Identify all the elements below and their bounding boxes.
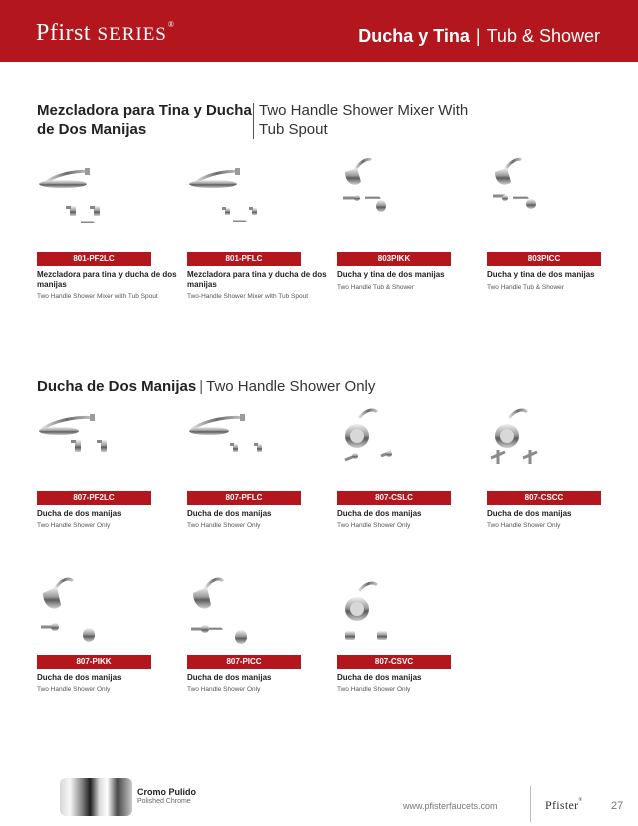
product-name-en: Two Handle Shower Only [37,686,111,693]
section-title-en: Two Handle Shower Only [206,378,376,395]
product-name-en: Two Handle Tub & Shower [337,284,414,291]
section-shower-only [37,378,375,395]
product-code-badge: 807-PF2LC [37,491,151,505]
polished-chrome-swatch [60,778,132,816]
product-name-es: Ducha de dos manijas [187,509,272,518]
pfirst-series-logo [36,20,174,47]
section-title-en: Two Handle Shower Mixer With Tub Spout [259,102,469,138]
shower-head-lever-handles-icon [487,156,627,244]
product-code-badge: 807-CSCC [487,491,601,505]
product-name-es: Ducha de dos manijas [37,509,122,518]
brand-registered-mark: ® [167,20,175,29]
product-name-en: Two Handle Shower Only [487,522,561,529]
product-code-badge: 807-PICC [187,655,301,669]
product-name-es: Ducha de dos manijas [487,509,572,518]
product-name-en: Two Handle Tub & Shower [487,284,564,291]
product-code-badge: 807-CSVC [337,655,451,669]
pfister-logo-text: Pfister [545,798,579,812]
rain-shower-head-icon [187,402,327,490]
section-title-es: Mezcladora para Tina y Ducha de Dos Manijas [37,102,252,138]
product-name-en: Two Handle Shower Only [337,522,411,529]
round-shower-head-cross-handles-icon [487,402,627,490]
product-card[interactable] [187,402,327,542]
product-name-en: Two Handle Shower Only [337,686,411,693]
product-code-badge: 801-PF2LC [37,252,151,266]
product-code-badge: 803PICC [487,252,601,266]
product-name-en: Two Handle Shower Only [187,686,261,693]
product-card[interactable] [37,575,177,705]
header-bar [0,0,638,62]
product-name-es: Ducha y tina de dos manijas [337,270,445,279]
rain-shower-head-mixer-icon [37,156,177,244]
brand-series: SERIES [97,24,167,45]
product-name-en: Two Handle Shower Only [187,522,261,529]
product-card[interactable] [487,402,627,542]
website-link[interactable]: www.pfisterfaucets.com [403,801,498,811]
finish-name-en: Polished Chrome [137,798,191,805]
round-shower-head-knob-handles-icon [337,575,477,663]
product-code-badge: 801-PFLC [187,252,301,266]
product-name-en: Two Handle Shower Mixer with Tub Spout [37,293,158,300]
product-card[interactable] [37,402,177,542]
product-code-badge: 807-PFLC [187,491,301,505]
product-code-badge: 803PIKK [337,252,451,266]
product-name-en: Two Handle Shower Only [37,522,111,529]
product-name-es: Mezcladora para tina y ducha de dos manijas [37,270,177,289]
product-name-es: Ducha de dos manijas [37,673,122,682]
category-title-en: Tub & Shower [486,26,600,46]
product-card[interactable] [337,575,477,705]
round-shower-head-icon [337,402,477,490]
category-title [358,26,600,47]
product-code-badge: 807-PIKK [37,655,151,669]
section-title-es: Ducha de Dos Manijas [37,378,197,395]
category-separator: | [475,26,481,46]
product-name-es: Ducha y tina de dos manijas [487,270,595,279]
product-name-es: Ducha de dos manijas [187,673,272,682]
shower-head-lever-handles-icon [37,575,177,663]
product-card[interactable] [187,575,327,705]
product-code-badge: 807-CSLC [337,491,451,505]
pfister-registered-mark: ® [578,798,583,803]
product-card[interactable] [337,156,477,296]
section-title-divider [253,103,254,139]
brand-name: Pfirst [36,20,92,46]
shower-head-lever-handles-icon [187,575,327,663]
category-title-es: Ducha y Tina [358,26,470,46]
product-name-es: Mezcladora para tina y ducha de dos manijas [187,270,327,289]
pfister-logo [545,798,583,813]
shower-head-lever-handles-icon [337,156,477,244]
product-card[interactable] [337,402,477,542]
rain-shower-head-icon [37,402,177,490]
product-card[interactable] [487,156,627,296]
product-card[interactable] [37,156,177,316]
product-card[interactable] [187,156,327,316]
footer-divider [530,786,531,822]
page-number: 27 [611,800,624,812]
product-name-es: Ducha de dos manijas [337,509,422,518]
product-name-es: Ducha de dos manijas [337,673,422,682]
product-name-en: Two-Handle Shower Mixer with Tub Spout [187,293,309,300]
finish-name-es: Cromo Pulido [137,787,196,797]
rain-shower-head-mixer-icon [187,156,327,244]
section-title-divider: | [199,378,204,395]
